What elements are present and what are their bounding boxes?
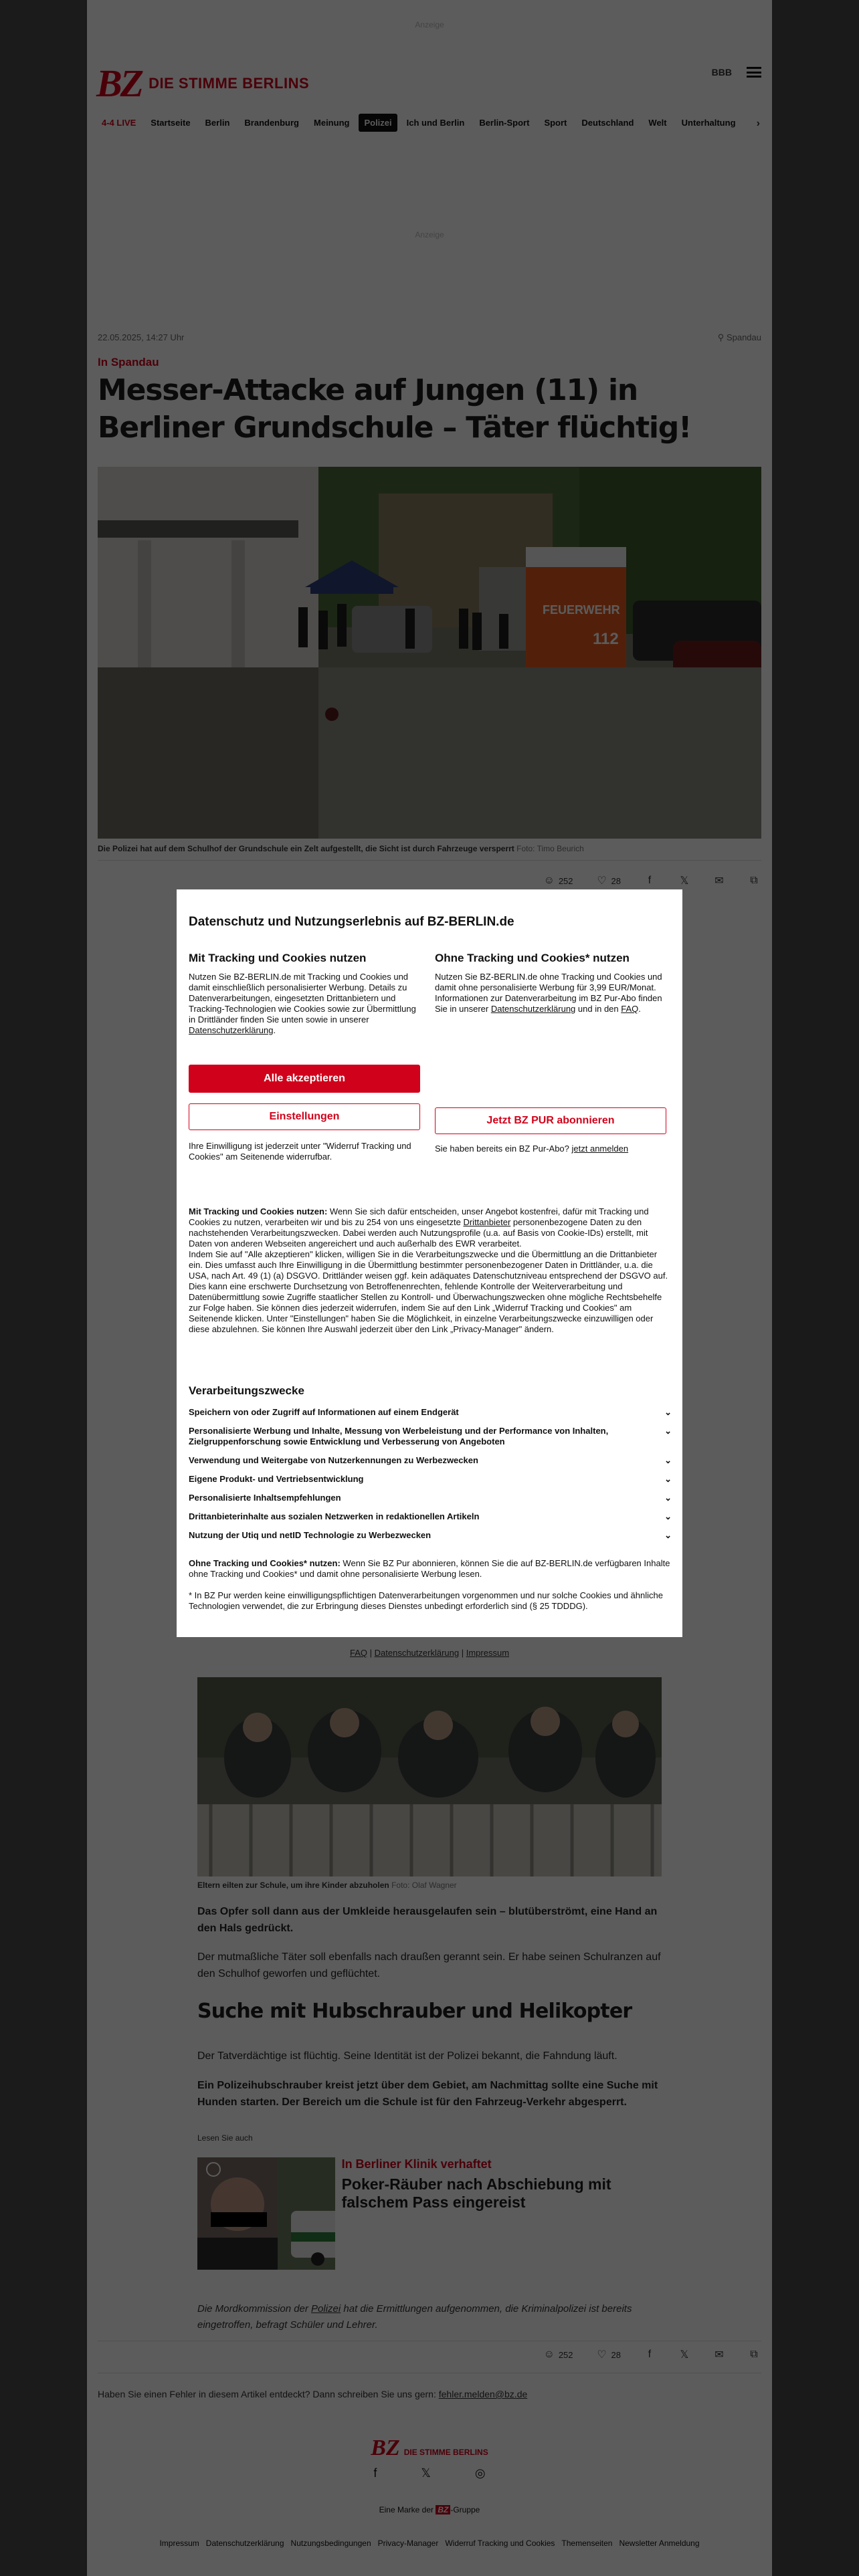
consent-left-column — [189, 951, 420, 1036]
consent-impressum-link[interactable]: Impressum — [466, 1648, 510, 1658]
consent-body-c: Indem Sie auf "Alle akzeptieren" klicken, willigen Sie in die Verarbeitungszwecke und die Übermittlung an die Drittanbieter ein. Dies umfasst auch Ihre Einwilligung in die Übermittlung bestimmter personenbezogener Daten in Drittländer, u.a. die USA, nach Art. 49 (1) (a) DSGVO. Drittländer weisen ggf. kein adäquates Datenschutzniveau entsprechend der DSGVO auf. Dies kann eine erschwerte Durchsetzung von Betroffenenrechten, fehlende Kontrolle der Weiterverarbeitung und Datenübermittlung sowie Zugriffe staatlicher Stellen zu Kontroll- und Überwachungszwecken ohne mögliche Rechtsbehelfe zur Folge haben. Sie können dies jederzeit widerrufen, indem Sie auf den Link „Widerruf Tracking und Cookies" am Seitenende klicken. Unter "Einstellungen" haben Sie die Möglichkeit, in einzelne Verarbeitungszwecke einzuwilligen oder diese abzulehnen. Sie können Ihre Auswahl jederzeit über den Link „Privacy-Manager" ändern. — [189, 1249, 668, 1334]
purpose-item[interactable] — [189, 1471, 672, 1490]
consent-note-a: Wenn Sie BZ Pur abonnieren, können Sie die auf BZ-BERLIN.de verfügbaren Inhalte ohne Tracking und Cookies* und damit ohne personalisierte Werbung lesen. — [189, 1558, 670, 1579]
consent-body-a: Wenn Sie sich dafür entscheiden, unser Angebot kostenfrei, dafür mit Tracking und Cookies zu nutzen, verarbeiten wir und bis zu 254 von uns eingesetzte — [189, 1206, 649, 1227]
separator: | — [369, 1648, 372, 1658]
consent-left-text — [189, 972, 420, 1036]
purpose-label: Personalisierte Werbung und Inhalte, Messung von Werbeleistung und der Performance von Inhalten, Zielgruppenforschung sowie Entwicklung und Verbesserung von Angeboten — [189, 1426, 609, 1446]
pur-login-link[interactable]: jetzt anmelden — [571, 1144, 629, 1154]
consent-right-text-mid: und in den — [575, 1004, 622, 1014]
purposes-heading: Verarbeitungszwecke — [189, 1384, 304, 1397]
settings-button[interactable]: Einstellungen — [189, 1103, 420, 1130]
chevron-down-icon: ⌄ — [664, 1493, 672, 1503]
consent-note — [189, 1558, 672, 1612]
chevron-down-icon: ⌄ — [664, 1474, 672, 1484]
third-parties-link[interactable]: Drittanbieter — [463, 1217, 511, 1227]
chevron-down-icon: ⌄ — [664, 1511, 672, 1521]
purpose-item[interactable] — [189, 1453, 672, 1471]
subscribe-pur-button[interactable]: Jetzt BZ PUR abonnieren — [435, 1107, 666, 1134]
consent-right-column — [435, 951, 670, 1014]
consent-note-bold: Ohne Tracking und Cookies* nutzen: — [189, 1558, 341, 1568]
consent-note-b: * In BZ Pur werden keine einwilligungspflichtigen Datenverarbeitungen vorgenommen und nur solche Cookies und ähnliche Technologien verwendet, die zur Erbringung dieses Dienstes unbedingt erforderlich sind (§ 25 TDDDG). — [189, 1590, 663, 1611]
chevron-down-icon: ⌄ — [664, 1530, 672, 1540]
withdraw-note: Ihre Einwilligung ist jederzeit unter "Widerruf Tracking und Cookies" am Seitenende widerrufbar. — [189, 1141, 411, 1162]
consent-faq-link[interactable]: FAQ — [349, 1648, 367, 1658]
consent-dialog — [177, 889, 682, 1658]
consent-right-heading: Ohne Tracking und Cookies* nutzen — [435, 952, 630, 964]
purpose-label: Verwendung und Weitergabe von Nutzerkennungen zu Werbezwecken — [189, 1455, 478, 1465]
consent-privacy-link[interactable]: Datenschutzerklärung — [374, 1648, 460, 1658]
consent-body-b: personenbezogene Daten zu den nachstehenden Verarbeitungszwecken. Dabei werden auch Nutzungsprofile (u.a. auf Basis von Cookie-IDs) erstellt, mit Daten von anderen Webseiten angereichert und auch außerhalb des EWR verarbeitet. — [189, 1217, 648, 1249]
purpose-label: Personalisierte Inhaltsempfehlungen — [189, 1493, 341, 1503]
purpose-label: Speichern von oder Zugriff auf Informationen auf einem Endgerät — [189, 1407, 459, 1417]
consent-left-text-b: . — [273, 1025, 276, 1035]
separator: | — [461, 1648, 464, 1658]
consent-title: Datenschutz und Nutzungserlebnis auf BZ-BERLIN.de — [189, 915, 514, 929]
consent-right-privacy-link[interactable]: Datenschutzerklärung — [490, 1004, 576, 1014]
consent-right-text-a: Nutzen Sie BZ-BERLIN.de ohne Tracking und Cookies und damit ohne personalisierte Werbung für 3,99 EUR/Monat. Informationen zur Datenverarbeitung im BZ Pur-Abo finden Sie in unserer — [435, 972, 662, 1014]
consent-right-text-b: . — [638, 1004, 641, 1014]
consent-footer — [177, 1648, 682, 1658]
purpose-label: Nutzung der Utiq und netID Technologie zu Werbezwecken — [189, 1530, 432, 1540]
consent-left-privacy-link[interactable]: Datenschutzerklärung — [189, 1025, 274, 1035]
purpose-label: Eigene Produkt- und Vertriebsentwicklung — [189, 1474, 364, 1484]
purposes-list — [189, 1404, 672, 1546]
purpose-item[interactable] — [189, 1490, 672, 1509]
accept-all-button[interactable]: Alle akzeptieren — [189, 1065, 420, 1093]
purpose-item[interactable] — [189, 1509, 672, 1527]
purpose-item[interactable] — [189, 1423, 672, 1453]
consent-left-heading: Mit Tracking und Cookies nutzen — [189, 952, 367, 964]
consent-body-bold: Mit Tracking und Cookies nutzen: — [189, 1206, 328, 1216]
consent-left-text-a: Nutzen Sie BZ-BERLIN.de mit Tracking und Cookies und damit einschließlich personalisierter Werbung. Details zu Datenverarbeitungen, eingesetzten Drittanbietern und Tracking-Technologien wie Cookies sowie zur Übermittlung in Drittländer finden Sie unten sowie in unserer — [189, 972, 416, 1025]
pur-login-text: Sie haben bereits ein BZ Pur-Abo? — [435, 1144, 572, 1154]
consent-body — [189, 1206, 672, 1335]
purpose-item[interactable] — [189, 1527, 672, 1546]
consent-right-faq-link[interactable]: FAQ — [621, 1004, 639, 1014]
purpose-item[interactable] — [189, 1404, 672, 1423]
pur-login — [435, 1144, 628, 1154]
chevron-down-icon: ⌄ — [664, 1407, 672, 1417]
chevron-down-icon: ⌄ — [664, 1426, 672, 1436]
purpose-label: Drittanbieterinhalte aus sozialen Netzwerken in redaktionellen Artikeln — [189, 1511, 480, 1521]
chevron-down-icon: ⌄ — [664, 1455, 672, 1465]
consent-right-text — [435, 972, 670, 1014]
